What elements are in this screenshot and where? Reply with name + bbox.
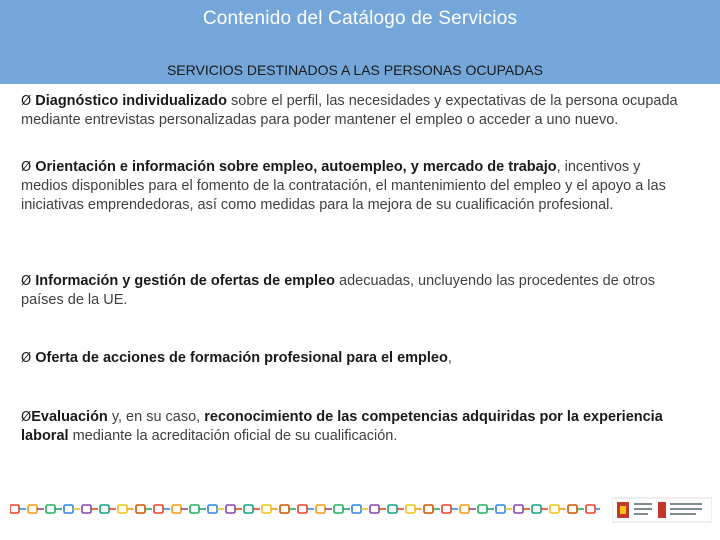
item-text: , incentivos y medios disponibles para el fomento de la contratación, el mantenimiento del empleo y el apoyo a las iniciativas emprendedoras, así como medidas para la mejora de su cualificación profesional.	[21, 159, 666, 213]
government-logo-icon	[612, 496, 712, 524]
arrow-bullet-icon: Ø	[21, 351, 32, 366]
item-text: mediante la acreditación oficial de su cualificación.	[68, 428, 398, 444]
item-text: ,	[447, 350, 452, 366]
item-text: sobre el perfil, las necesidades y expectativas de la persona ocupada mediante entrevistas personalizadas para poder mantener el empleo o acceder a uno nuevo.	[21, 93, 678, 128]
header-banner	[0, 0, 720, 84]
list-item	[21, 272, 691, 310]
decorative-chain-icon	[10, 502, 600, 516]
item-bold-text: Evaluación	[31, 409, 108, 425]
arrow-bullet-icon: Ø	[21, 410, 32, 425]
list-item	[21, 349, 691, 368]
page-subtitle: SERVICIOS DESTINADOS A LAS PERSONAS OCUPADAS	[166, 62, 544, 78]
page-title: Contenido del Catálogo de Servicios	[202, 8, 518, 29]
list-item	[21, 158, 691, 215]
list-item	[21, 92, 691, 130]
arrow-bullet-icon: Ø	[21, 274, 32, 289]
footer	[0, 490, 720, 540]
arrow-bullet-icon: Ø	[21, 160, 32, 175]
item-bold-text: Orientación e información sobre empleo, autoempleo, y mercado de trabajo	[35, 159, 557, 175]
item-bold-text: Información y gestión de ofertas de empleo	[35, 273, 335, 289]
item-bold-text-2: reconocimiento de las competencias adquiridas por la experiencia laboral	[21, 409, 663, 444]
item-text-mid: y, en su caso,	[107, 409, 205, 425]
item-text: adecuadas, uncluyendo las procedentes de otros países de la UE.	[21, 273, 656, 308]
arrow-bullet-icon: Ø	[21, 94, 32, 109]
item-bold-text: Oferta de acciones de formación profesional para el empleo	[35, 350, 448, 366]
list-item	[21, 408, 691, 446]
item-bold-text: Diagnóstico individualizado	[35, 93, 228, 109]
